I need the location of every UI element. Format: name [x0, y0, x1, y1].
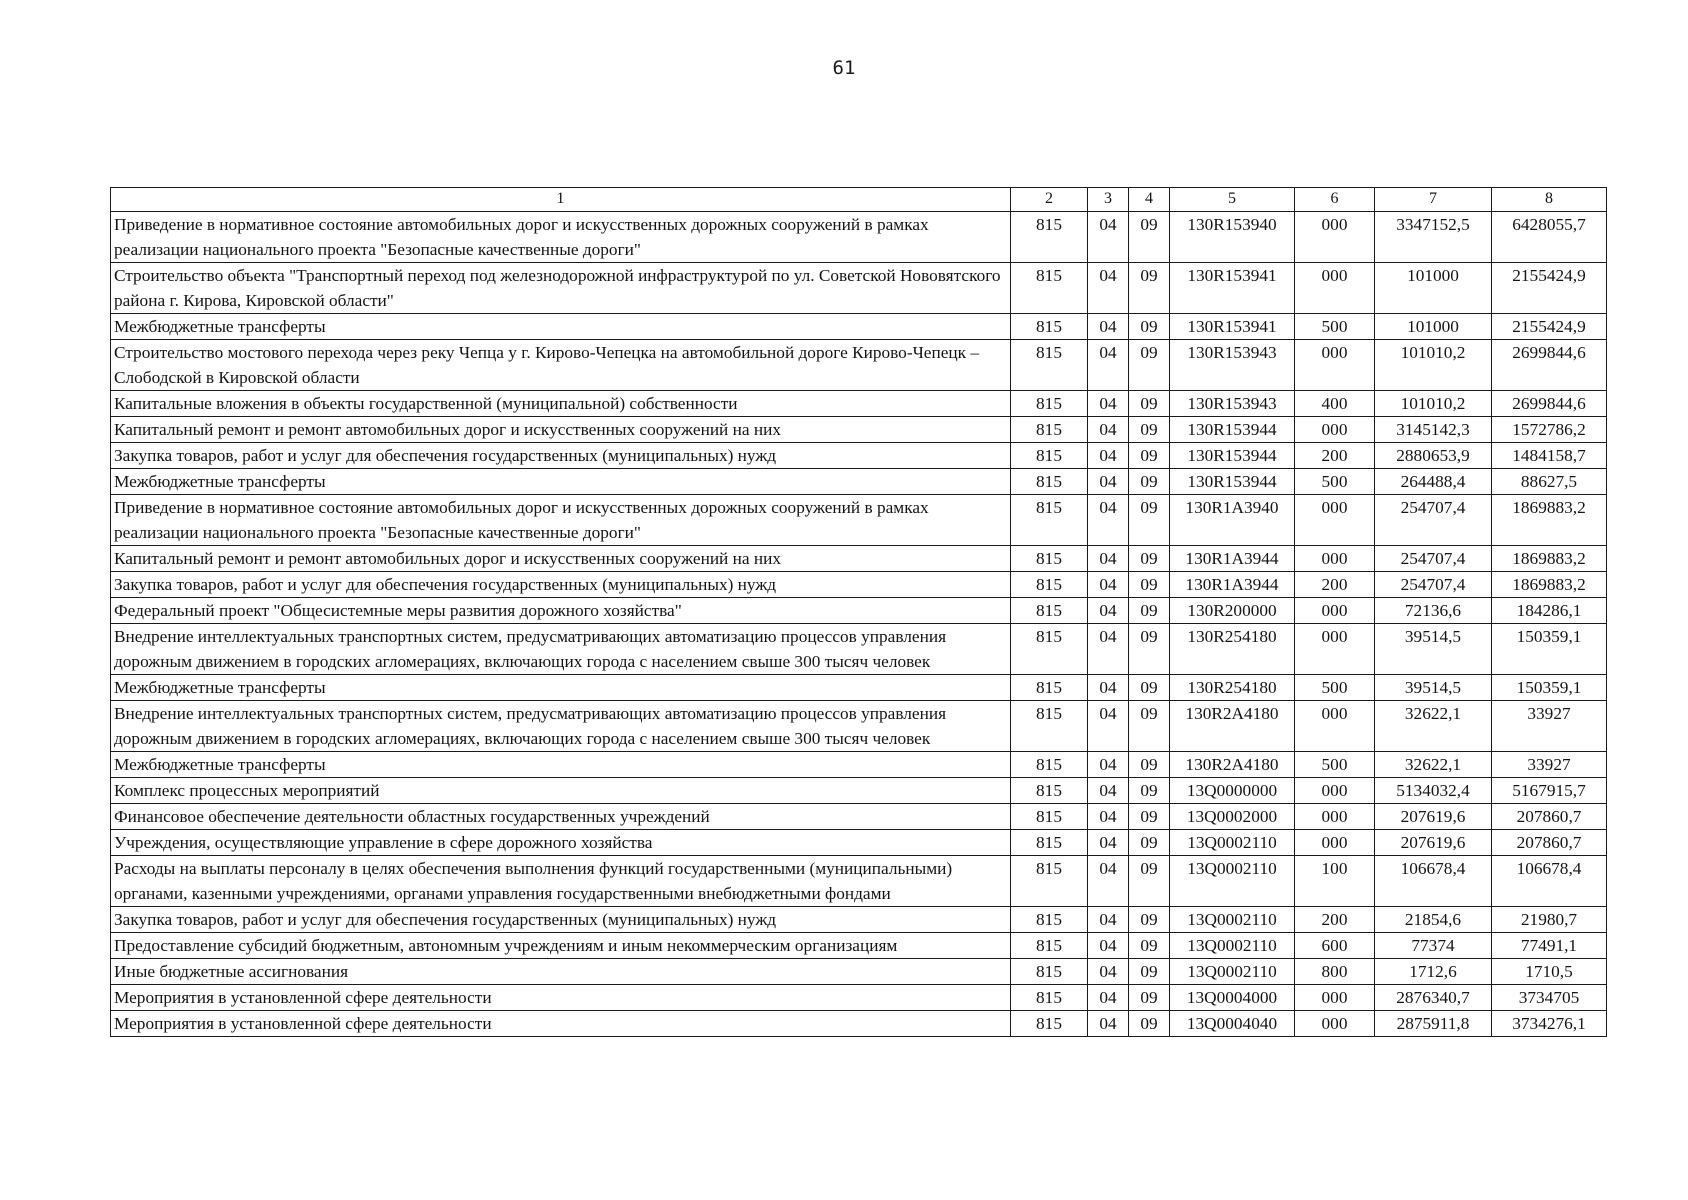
header-cell: 3 — [1088, 188, 1129, 212]
target-article-cell: 130R2A4180 — [1170, 701, 1295, 752]
section-cell: 04 — [1088, 856, 1129, 907]
subsection-cell: 09 — [1129, 443, 1170, 469]
amount-year2-cell: 184286,1 — [1492, 598, 1607, 624]
row-name-cell: Предоставление субсидий бюджетным, автономным учреждениям и иным некоммерческим организациям — [111, 933, 1011, 959]
admin-code-cell: 815 — [1011, 495, 1088, 546]
header-row — [111, 188, 1607, 212]
table-row — [111, 495, 1607, 546]
row-name-cell: Федеральный проект "Общесистемные меры развития дорожного хозяйства" — [111, 598, 1011, 624]
subsection-cell: 09 — [1129, 701, 1170, 752]
admin-code-cell: 815 — [1011, 752, 1088, 778]
table-row — [111, 340, 1607, 391]
subsection-cell: 09 — [1129, 830, 1170, 856]
amount-year1-cell: 3347152,5 — [1375, 212, 1492, 263]
expense-type-cell: 000 — [1295, 985, 1375, 1011]
row-name-cell: Приведение в нормативное состояние автомобильных дорог и искусственных дорожных сооружений в рамках реализации национального проекта "Безопасные качественные дороги" — [111, 212, 1011, 263]
row-name-cell: Закупка товаров, работ и услуг для обеспечения государственных (муниципальных) нужд — [111, 572, 1011, 598]
subsection-cell: 09 — [1129, 469, 1170, 495]
target-article-cell: 13Q0002110 — [1170, 933, 1295, 959]
amount-year1-cell: 77374 — [1375, 933, 1492, 959]
admin-code-cell: 815 — [1011, 778, 1088, 804]
row-name-cell: Внедрение интеллектуальных транспортных систем, предусматривающих автоматизацию процессов управления дорожным движением в городских агломерациях, включающих города с населением свыше 300 тысяч человек — [111, 624, 1011, 675]
table-row — [111, 1011, 1607, 1037]
amount-year1-cell: 2876340,7 — [1375, 985, 1492, 1011]
target-article-cell: 130R153943 — [1170, 391, 1295, 417]
row-name-cell: Капитальный ремонт и ремонт автомобильных дорог и искусственных сооружений на них — [111, 546, 1011, 572]
amount-year1-cell: 32622,1 — [1375, 701, 1492, 752]
table-row — [111, 212, 1607, 263]
subsection-cell: 09 — [1129, 572, 1170, 598]
expense-type-cell: 500 — [1295, 752, 1375, 778]
target-article-cell: 130R153944 — [1170, 469, 1295, 495]
subsection-cell: 09 — [1129, 546, 1170, 572]
expense-type-cell: 600 — [1295, 933, 1375, 959]
amount-year1-cell: 5134032,4 — [1375, 778, 1492, 804]
row-name-cell: Приведение в нормативное состояние автомобильных дорог и искусственных дорожных сооружений в рамках реализации национального проекта "Безопасные качественные дороги" — [111, 495, 1011, 546]
admin-code-cell: 815 — [1011, 314, 1088, 340]
row-name-cell: Строительство объекта "Транспортный переход под железнодорожной инфраструктурой по ул. Советской Нововятского района г. Кирова, Кировской области" — [111, 263, 1011, 314]
amount-year2-cell: 6428055,7 — [1492, 212, 1607, 263]
expense-type-cell: 500 — [1295, 675, 1375, 701]
table-row — [111, 546, 1607, 572]
admin-code-cell: 815 — [1011, 572, 1088, 598]
amount-year1-cell: 254707,4 — [1375, 495, 1492, 546]
section-cell: 04 — [1088, 907, 1129, 933]
target-article-cell: 13Q0002110 — [1170, 830, 1295, 856]
target-article-cell: 130R153941 — [1170, 263, 1295, 314]
amount-year2-cell: 3734705 — [1492, 985, 1607, 1011]
row-name-cell: Строительство мостового перехода через реку Чепца у г. Кирово-Чепецка на автомобильной дороге Кирово-Чепецк – Слободской в Кировской области — [111, 340, 1011, 391]
table-row — [111, 830, 1607, 856]
expense-type-cell: 000 — [1295, 1011, 1375, 1037]
amount-year1-cell: 39514,5 — [1375, 675, 1492, 701]
table-row — [111, 469, 1607, 495]
table-row — [111, 391, 1607, 417]
row-name-cell: Межбюджетные трансферты — [111, 469, 1011, 495]
admin-code-cell: 815 — [1011, 804, 1088, 830]
section-cell: 04 — [1088, 598, 1129, 624]
section-cell: 04 — [1088, 804, 1129, 830]
target-article-cell: 130R1A3940 — [1170, 495, 1295, 546]
table-row — [111, 263, 1607, 314]
row-name-cell: Капитальные вложения в объекты государственной (муниципальной) собственности — [111, 391, 1011, 417]
row-name-cell: Межбюджетные трансферты — [111, 752, 1011, 778]
table-row — [111, 752, 1607, 778]
target-article-cell: 13Q0002110 — [1170, 907, 1295, 933]
expense-type-cell: 100 — [1295, 856, 1375, 907]
target-article-cell: 130R153940 — [1170, 212, 1295, 263]
section-cell: 04 — [1088, 624, 1129, 675]
table-row — [111, 804, 1607, 830]
amount-year2-cell: 1484158,7 — [1492, 443, 1607, 469]
admin-code-cell: 815 — [1011, 856, 1088, 907]
amount-year2-cell: 1869883,2 — [1492, 572, 1607, 598]
section-cell: 04 — [1088, 985, 1129, 1011]
target-article-cell: 130R254180 — [1170, 624, 1295, 675]
table-row — [111, 959, 1607, 985]
expense-type-cell: 000 — [1295, 212, 1375, 263]
amount-year1-cell: 2880653,9 — [1375, 443, 1492, 469]
amount-year1-cell: 106678,4 — [1375, 856, 1492, 907]
table-row — [111, 985, 1607, 1011]
row-name-cell: Мероприятия в установленной сфере деятельности — [111, 985, 1011, 1011]
amount-year1-cell: 3145142,3 — [1375, 417, 1492, 443]
amount-year1-cell: 101000 — [1375, 314, 1492, 340]
header-cell: 7 — [1375, 188, 1492, 212]
subsection-cell: 09 — [1129, 598, 1170, 624]
subsection-cell: 09 — [1129, 959, 1170, 985]
section-cell: 04 — [1088, 212, 1129, 263]
subsection-cell: 09 — [1129, 495, 1170, 546]
expense-type-cell: 000 — [1295, 598, 1375, 624]
expense-type-cell: 000 — [1295, 340, 1375, 391]
amount-year2-cell: 150359,1 — [1492, 624, 1607, 675]
expense-type-cell: 800 — [1295, 959, 1375, 985]
target-article-cell: 130R153941 — [1170, 314, 1295, 340]
row-name-cell: Закупка товаров, работ и услуг для обеспечения государственных (муниципальных) нужд — [111, 443, 1011, 469]
table-row — [111, 314, 1607, 340]
amount-year1-cell: 21854,6 — [1375, 907, 1492, 933]
admin-code-cell: 815 — [1011, 959, 1088, 985]
section-cell: 04 — [1088, 959, 1129, 985]
subsection-cell: 09 — [1129, 624, 1170, 675]
target-article-cell: 130R1A3944 — [1170, 546, 1295, 572]
amount-year1-cell: 32622,1 — [1375, 752, 1492, 778]
row-name-cell: Внедрение интеллектуальных транспортных систем, предусматривающих автоматизацию процессов управления дорожным движением в городских агломерациях, включающих города с населением свыше 300 тысяч человек — [111, 701, 1011, 752]
target-article-cell: 13Q0004000 — [1170, 985, 1295, 1011]
section-cell: 04 — [1088, 495, 1129, 546]
amount-year2-cell: 5167915,7 — [1492, 778, 1607, 804]
expense-type-cell: 000 — [1295, 546, 1375, 572]
amount-year1-cell: 72136,6 — [1375, 598, 1492, 624]
subsection-cell: 09 — [1129, 263, 1170, 314]
amount-year1-cell: 264488,4 — [1375, 469, 1492, 495]
amount-year2-cell: 33927 — [1492, 752, 1607, 778]
section-cell: 04 — [1088, 391, 1129, 417]
expense-type-cell: 500 — [1295, 469, 1375, 495]
expense-type-cell: 000 — [1295, 417, 1375, 443]
admin-code-cell: 815 — [1011, 443, 1088, 469]
table-row — [111, 701, 1607, 752]
row-name-cell: Мероприятия в установленной сфере деятельности — [111, 1011, 1011, 1037]
target-article-cell: 130R1A3944 — [1170, 572, 1295, 598]
amount-year2-cell: 1869883,2 — [1492, 546, 1607, 572]
subsection-cell: 09 — [1129, 907, 1170, 933]
admin-code-cell: 815 — [1011, 701, 1088, 752]
row-name-cell: Комплекс процессных мероприятий — [111, 778, 1011, 804]
expense-type-cell: 500 — [1295, 314, 1375, 340]
table-row — [111, 856, 1607, 907]
subsection-cell: 09 — [1129, 314, 1170, 340]
expense-type-cell: 000 — [1295, 830, 1375, 856]
section-cell: 04 — [1088, 572, 1129, 598]
admin-code-cell: 815 — [1011, 624, 1088, 675]
amount-year2-cell: 3734276,1 — [1492, 1011, 1607, 1037]
section-cell: 04 — [1088, 314, 1129, 340]
target-article-cell: 130R153944 — [1170, 417, 1295, 443]
amount-year1-cell: 254707,4 — [1375, 546, 1492, 572]
row-name-cell: Финансовое обеспечение деятельности областных государственных учреждений — [111, 804, 1011, 830]
row-name-cell: Иные бюджетные ассигнования — [111, 959, 1011, 985]
budget-table — [110, 187, 1607, 1037]
target-article-cell: 130R2A4180 — [1170, 752, 1295, 778]
amount-year2-cell: 77491,1 — [1492, 933, 1607, 959]
subsection-cell: 09 — [1129, 856, 1170, 907]
section-cell: 04 — [1088, 675, 1129, 701]
admin-code-cell: 815 — [1011, 546, 1088, 572]
expense-type-cell: 200 — [1295, 443, 1375, 469]
row-name-cell: Межбюджетные трансферты — [111, 675, 1011, 701]
section-cell: 04 — [1088, 830, 1129, 856]
admin-code-cell: 815 — [1011, 985, 1088, 1011]
amount-year2-cell: 21980,7 — [1492, 907, 1607, 933]
amount-year2-cell: 150359,1 — [1492, 675, 1607, 701]
subsection-cell: 09 — [1129, 675, 1170, 701]
expense-type-cell: 200 — [1295, 572, 1375, 598]
target-article-cell: 130R200000 — [1170, 598, 1295, 624]
amount-year2-cell: 1710,5 — [1492, 959, 1607, 985]
amount-year2-cell: 207860,7 — [1492, 830, 1607, 856]
target-article-cell: 13Q0002110 — [1170, 856, 1295, 907]
header-cell: 1 — [111, 188, 1011, 212]
section-cell: 04 — [1088, 417, 1129, 443]
expense-type-cell: 400 — [1295, 391, 1375, 417]
expense-type-cell: 000 — [1295, 804, 1375, 830]
expense-type-cell: 000 — [1295, 778, 1375, 804]
target-article-cell: 130R153943 — [1170, 340, 1295, 391]
header-cell: 4 — [1129, 188, 1170, 212]
admin-code-cell: 815 — [1011, 933, 1088, 959]
amount-year2-cell: 1572786,2 — [1492, 417, 1607, 443]
row-name-cell: Расходы на выплаты персоналу в целях обеспечения выполнения функций государственными (муниципальными) органами, казенными учреждениями, органами управления государственными внебюджетными фондами — [111, 856, 1011, 907]
admin-code-cell: 815 — [1011, 830, 1088, 856]
section-cell: 04 — [1088, 1011, 1129, 1037]
amount-year2-cell: 2155424,9 — [1492, 263, 1607, 314]
amount-year1-cell: 39514,5 — [1375, 624, 1492, 675]
amount-year1-cell: 207619,6 — [1375, 804, 1492, 830]
amount-year1-cell: 2875911,8 — [1375, 1011, 1492, 1037]
subsection-cell: 09 — [1129, 804, 1170, 830]
amount-year1-cell: 101010,2 — [1375, 340, 1492, 391]
subsection-cell: 09 — [1129, 752, 1170, 778]
admin-code-cell: 815 — [1011, 391, 1088, 417]
amount-year2-cell: 2699844,6 — [1492, 340, 1607, 391]
table-body — [111, 212, 1607, 1037]
expense-type-cell: 000 — [1295, 495, 1375, 546]
table-row — [111, 933, 1607, 959]
admin-code-cell: 815 — [1011, 1011, 1088, 1037]
amount-year2-cell: 2699844,6 — [1492, 391, 1607, 417]
section-cell: 04 — [1088, 778, 1129, 804]
subsection-cell: 09 — [1129, 1011, 1170, 1037]
subsection-cell: 09 — [1129, 340, 1170, 391]
admin-code-cell: 815 — [1011, 469, 1088, 495]
header-cell: 8 — [1492, 188, 1607, 212]
admin-code-cell: 815 — [1011, 417, 1088, 443]
amount-year2-cell: 2155424,9 — [1492, 314, 1607, 340]
table-row — [111, 778, 1607, 804]
target-article-cell: 130R153944 — [1170, 443, 1295, 469]
section-cell: 04 — [1088, 340, 1129, 391]
header-cell: 2 — [1011, 188, 1088, 212]
amount-year2-cell: 1869883,2 — [1492, 495, 1607, 546]
admin-code-cell: 815 — [1011, 675, 1088, 701]
page-number: 61 — [832, 57, 856, 79]
table-row — [111, 624, 1607, 675]
section-cell: 04 — [1088, 752, 1129, 778]
section-cell: 04 — [1088, 701, 1129, 752]
amount-year2-cell: 106678,4 — [1492, 856, 1607, 907]
subsection-cell: 09 — [1129, 985, 1170, 1011]
header-cell: 5 — [1170, 188, 1295, 212]
target-article-cell: 13Q0002000 — [1170, 804, 1295, 830]
header-cell: 6 — [1295, 188, 1375, 212]
row-name-cell: Закупка товаров, работ и услуг для обеспечения государственных (муниципальных) нужд — [111, 907, 1011, 933]
table-row — [111, 675, 1607, 701]
target-article-cell: 13Q0000000 — [1170, 778, 1295, 804]
admin-code-cell: 815 — [1011, 907, 1088, 933]
subsection-cell: 09 — [1129, 778, 1170, 804]
subsection-cell: 09 — [1129, 212, 1170, 263]
table-row — [111, 598, 1607, 624]
table-row — [111, 907, 1607, 933]
admin-code-cell: 815 — [1011, 598, 1088, 624]
admin-code-cell: 815 — [1011, 212, 1088, 263]
row-name-cell: Межбюджетные трансферты — [111, 314, 1011, 340]
expense-type-cell: 000 — [1295, 624, 1375, 675]
amount-year1-cell: 1712,6 — [1375, 959, 1492, 985]
expense-type-cell: 200 — [1295, 907, 1375, 933]
table-row — [111, 417, 1607, 443]
section-cell: 04 — [1088, 933, 1129, 959]
subsection-cell: 09 — [1129, 417, 1170, 443]
section-cell: 04 — [1088, 469, 1129, 495]
amount-year2-cell: 88627,5 — [1492, 469, 1607, 495]
admin-code-cell: 815 — [1011, 340, 1088, 391]
section-cell: 04 — [1088, 263, 1129, 314]
subsection-cell: 09 — [1129, 391, 1170, 417]
section-cell: 04 — [1088, 443, 1129, 469]
amount-year2-cell: 33927 — [1492, 701, 1607, 752]
amount-year1-cell: 101010,2 — [1375, 391, 1492, 417]
table-row — [111, 572, 1607, 598]
target-article-cell: 13Q0002110 — [1170, 959, 1295, 985]
subsection-cell: 09 — [1129, 933, 1170, 959]
amount-year1-cell: 254707,4 — [1375, 572, 1492, 598]
table-row — [111, 443, 1607, 469]
target-article-cell: 13Q0004040 — [1170, 1011, 1295, 1037]
admin-code-cell: 815 — [1011, 263, 1088, 314]
amount-year1-cell: 207619,6 — [1375, 830, 1492, 856]
amount-year1-cell: 101000 — [1375, 263, 1492, 314]
section-cell: 04 — [1088, 546, 1129, 572]
target-article-cell: 130R254180 — [1170, 675, 1295, 701]
expense-type-cell: 000 — [1295, 701, 1375, 752]
row-name-cell: Капитальный ремонт и ремонт автомобильных дорог и искусственных сооружений на них — [111, 417, 1011, 443]
amount-year2-cell: 207860,7 — [1492, 804, 1607, 830]
row-name-cell: Учреждения, осуществляющие управление в сфере дорожного хозяйства — [111, 830, 1011, 856]
expense-type-cell: 000 — [1295, 263, 1375, 314]
